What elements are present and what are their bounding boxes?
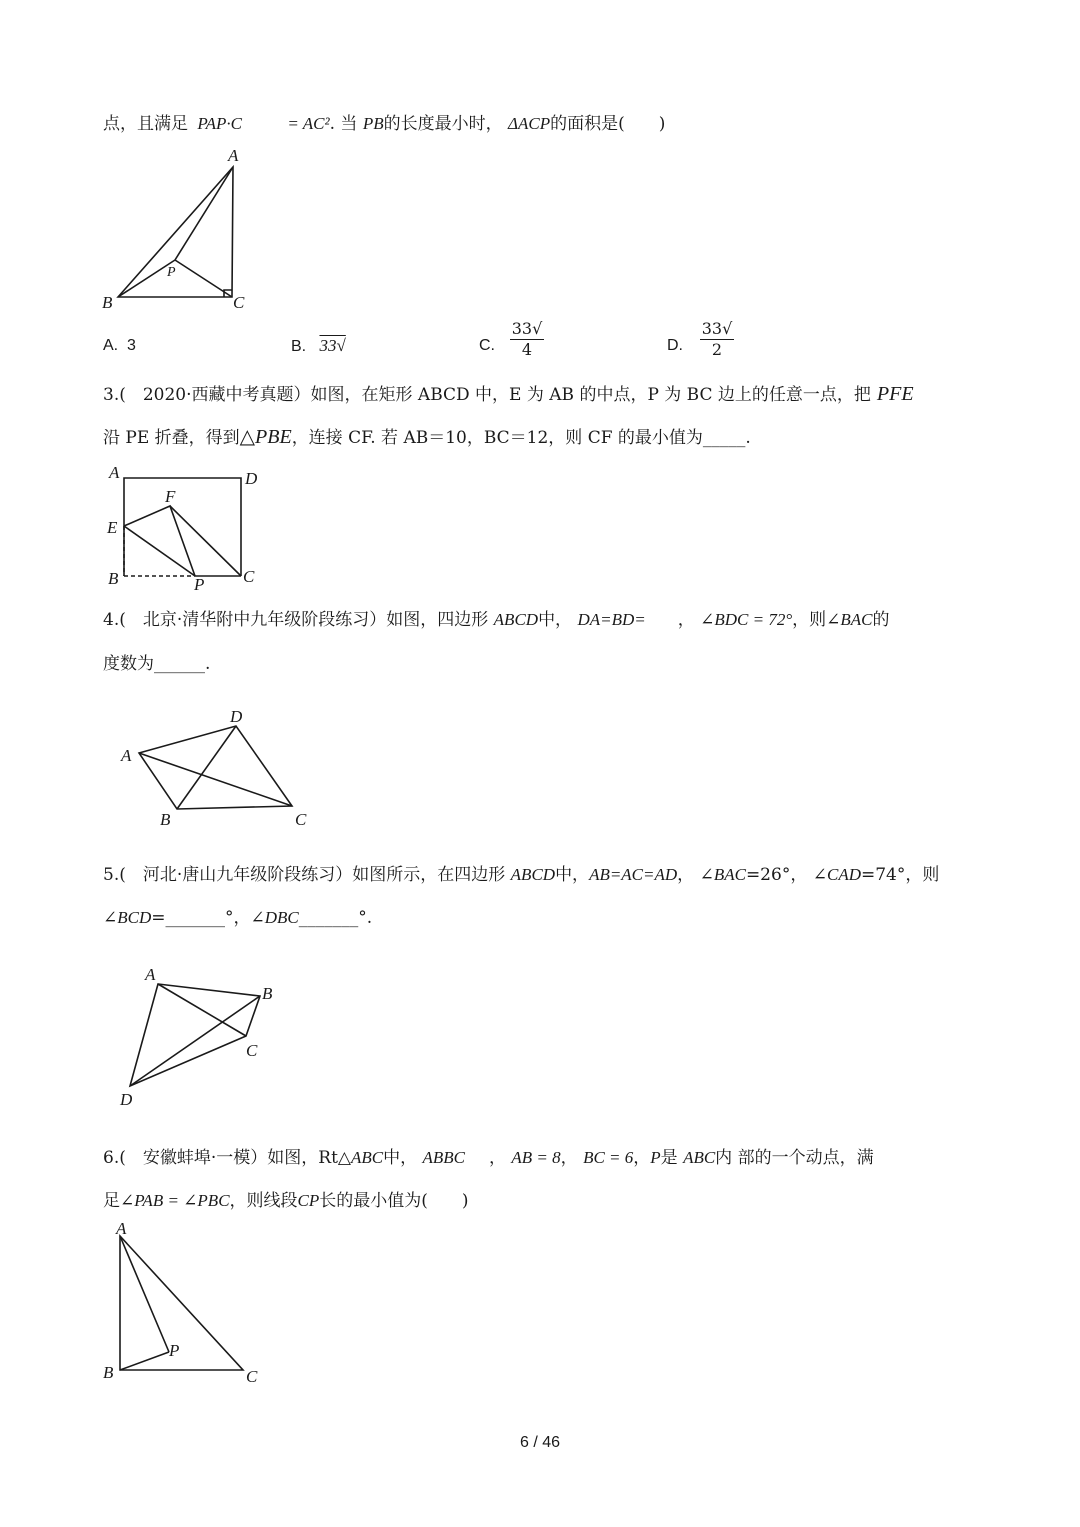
page-number: 6 / 46 — [519, 1434, 561, 1451]
q6-line1: 6.( 安徽蚌埠·一模）如图，Rt△ABC中， ABBC ， AB = 8， BC = 6，P是 ABC内 部的一个动点，满 — [103, 1148, 874, 1168]
option-d-fraction: 33√ 2 — [701, 319, 733, 359]
label-A: A — [116, 1219, 127, 1238]
option-a[interactable]: A. 3 — [103, 337, 136, 354]
label-C: C — [246, 1367, 258, 1386]
label-E: E — [107, 518, 118, 537]
q2-stem: 点，且满足 PAP·C = AC². 当 PB的长度最小时， ΔACP的面积是( ) — [103, 114, 666, 134]
label-D: D — [120, 1090, 133, 1109]
q2-triangle-figure — [98, 145, 258, 320]
q6-triangle-figure — [100, 1219, 270, 1387]
label-C: C — [246, 1041, 258, 1060]
q3-line2: 沿 PE 折叠，得到△PBE，连接 CF. 若 AB＝10，BC＝12，则 CF 的最小值为_____. — [103, 426, 751, 448]
label-A: A — [121, 746, 132, 765]
q5-quadrilateral-figure — [112, 960, 292, 1115]
option-c[interactable]: C. — [479, 337, 495, 354]
option-c-fraction: 33√ 4 — [511, 319, 543, 359]
q5-line1: 5.( 河北·唐山九年级阶段练习）如图所示，在四边形 ABCD中，AB=AC=AD， ∠BAC=26°， ∠CAD=74°，则 — [103, 865, 940, 885]
q4-line1: 4.( 北京·清华附中九年级阶段练习）如图，四边形 ABCD中， DA=BD= ， ∠BDC = 72°，则∠BAC的 — [103, 610, 890, 630]
option-d[interactable]: D. — [667, 337, 683, 354]
label-P: P — [194, 575, 205, 594]
label-B: B — [108, 569, 119, 588]
label-B: B — [160, 810, 171, 829]
label-C: C — [233, 293, 245, 312]
label-B: B — [102, 293, 113, 312]
label-D: D — [230, 707, 243, 726]
label-A: A — [145, 965, 156, 984]
q4-quadrilateral-figure — [115, 705, 325, 830]
q4-line2: 度数为______. — [103, 654, 211, 674]
q6-line2: 足∠PAB = ∠PBC，则线段CP长的最小值为( ) — [103, 1191, 469, 1211]
label-B: B — [262, 984, 273, 1003]
label-A: A — [109, 463, 120, 482]
label-D: D — [245, 469, 258, 488]
q5-line2: ∠BCD=_______°，∠DBC_______°. — [103, 908, 373, 928]
q3-rectangle-figure — [100, 460, 270, 595]
q3-line1: 3.( 2020·西藏中考真题）如图，在矩形 ABCD 中，E 为 AB 的中点，P 为 BC 边上的任意一点，把 PFE — [103, 383, 914, 405]
label-C: C — [243, 567, 255, 586]
label-A: A — [228, 146, 239, 165]
label-P: P — [169, 1341, 180, 1360]
label-C: C — [295, 810, 307, 829]
label-B: B — [103, 1363, 114, 1382]
option-b[interactable]: B. 33√ — [291, 336, 346, 355]
label-P: P — [167, 265, 176, 280]
label-F: F — [165, 487, 176, 506]
